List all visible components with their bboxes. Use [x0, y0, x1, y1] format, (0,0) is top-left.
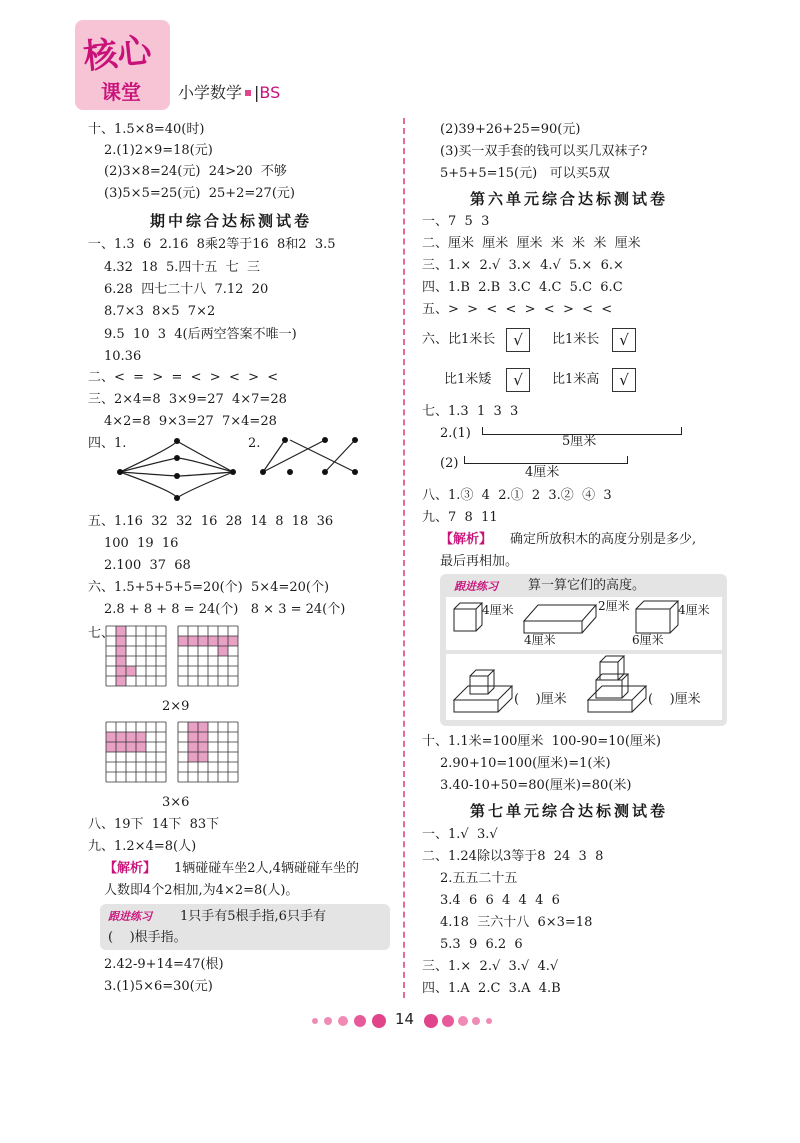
subject-name: 小学数学 [178, 83, 243, 102]
match-dot [352, 437, 358, 443]
practice-text: 算一算它们的高度。 [528, 578, 646, 593]
answer-line: 六、1.5+5+5+5=20(个) 5×4=20(个) [88, 580, 330, 595]
answer-blank: ( )厘米 [648, 692, 701, 707]
footer-dot [338, 1016, 348, 1026]
answer-line: 4.32 18 5.四十五 七 三 [104, 260, 260, 275]
analysis-tag: 【解析】 [104, 861, 157, 876]
match-dot [287, 469, 293, 475]
stacked-blocks-figure [446, 654, 722, 720]
answer-line: 4.18 三六十八 6×3=18 [440, 915, 593, 930]
check-box: √ [612, 368, 636, 392]
analysis-text: 确定所放积木的高度分别是多少, [510, 532, 697, 547]
analysis-tag: 【解析】 [440, 532, 493, 547]
answer-line: 七、1.3 1 3 3 [422, 404, 519, 419]
footer-dot [442, 1015, 454, 1027]
grid-caption: 3×6 [162, 795, 190, 810]
match-dot [322, 437, 328, 443]
answer-line: 2.五五二十五 [440, 871, 518, 886]
footer-dot [472, 1017, 480, 1025]
block-height-label: 4厘米 [678, 603, 710, 617]
answer-line: 3.4 6 6 4 4 4 6 [440, 893, 560, 908]
logo-title: 核心 [81, 30, 154, 78]
practice-tag: 跟进练习 [454, 580, 498, 593]
section-heading: 第七单元综合达标测试卷 [470, 802, 669, 820]
answer-line: (3)5×5=25(元) 25+2=27(元) [104, 186, 295, 201]
block-length-label: 4厘米 [524, 633, 556, 647]
match-dot [282, 437, 288, 443]
grid-figure [176, 624, 246, 690]
answer-line: 9.5 10 3 4(后两空答案不唯一) [104, 327, 297, 342]
segment-label: 5厘米 [562, 434, 597, 449]
answer-line: 3.(1)5×6=30(元) [104, 979, 213, 994]
answer-line: 二、< = > = < > < > < [88, 370, 279, 385]
answer-line: 三、2×4=8 3×9=27 4×7=28 [88, 392, 287, 407]
answer-line: (2)39+26+25=90(元) [440, 122, 581, 137]
answer-line: 十、1.5×8=40(时) [88, 122, 205, 137]
footer-dot [312, 1018, 318, 1024]
matching-diagram [115, 436, 365, 506]
answer-line: 一、7 5 3 [422, 214, 490, 229]
answer-line: 二、1.24除以3等于8 24 3 8 [422, 849, 604, 864]
answer-line: 八、19下 14下 83下 [88, 817, 220, 832]
analysis-text: 人数即4个2相加,为4×2=8(人)。 [104, 883, 299, 898]
logo-subtitle: 课堂 [101, 80, 141, 104]
answer-line: 5+5+5=15(元) 可以买5双 [440, 166, 610, 181]
match-dot [260, 469, 266, 475]
footer-dot [424, 1014, 438, 1028]
logo [75, 20, 170, 110]
answer-line: 比1米高 [552, 372, 600, 387]
check-box: √ [612, 328, 636, 352]
answer-line: 6.28 四七二十八 7.12 20 [104, 282, 269, 297]
grid-caption: 2×9 [162, 699, 190, 714]
block-height-label: 4厘米 [482, 603, 514, 617]
answer-line: 九、1.2×4=8(人) [88, 839, 197, 854]
answer-line: 比1米矮 [444, 372, 492, 387]
answer-line: 四、1.B 2.B 3.C 4.C 5.C 6.C [422, 280, 623, 295]
match-dot [117, 469, 123, 475]
footer-dot [458, 1016, 468, 1026]
column-divider [403, 118, 405, 998]
practice-tag: 跟进练习 [108, 910, 152, 923]
footer-dot [324, 1017, 332, 1025]
check-box: √ [506, 368, 530, 392]
block-height-label: 2厘米 [598, 599, 630, 613]
footer-dot [486, 1018, 492, 1024]
match-dot [174, 455, 180, 461]
answer-line: 4×2=8 9×3=27 7×4=28 [104, 414, 277, 429]
match-dot [322, 469, 328, 475]
answer-line: 比1米长 [552, 332, 600, 347]
segment-label: 4厘米 [525, 465, 560, 480]
answer-line: 六、比1米长 [422, 332, 496, 347]
answer-line: 四、1. [88, 436, 127, 451]
answer-line: 2.8 + 8 + 8 = 24(个) 8 × 3 = 24(个) [104, 602, 346, 617]
answer-line: 2.42-9+14=47(根) [104, 957, 224, 972]
answer-line: 七、 [88, 626, 115, 641]
block-length-label: 6厘米 [632, 633, 664, 647]
answer-line: 2.100 37 68 [104, 558, 191, 573]
answer-line: 3.40-10+50=80(厘米)=80(米) [440, 778, 632, 793]
analysis-text: 最后再相加。 [440, 554, 519, 569]
answer-line: 2.(1)2×9=18(元) [104, 143, 213, 158]
grid-figure [176, 720, 246, 786]
section-heading: 期中综合达标测试卷 [150, 212, 313, 230]
answer-line: 八、1.③ 4 2.① 2 3.② ④ 3 [422, 488, 612, 503]
footer-dot [354, 1015, 366, 1027]
practice-text: 1只手有5根手指,6只手有 [180, 909, 326, 924]
answer-line: (3)买一双手套的钱可以买几双袜子? [440, 144, 648, 159]
shaded-cells [218, 646, 228, 656]
practice-text: ( )根手指。 [108, 930, 187, 945]
answer-line: 三、1.× 2.√ 3.√ 4.√ [422, 959, 559, 974]
answer-line: 2.90+10=100(厘米)=1(米) [440, 756, 611, 771]
section-heading: 第六单元综合达标测试卷 [470, 190, 669, 208]
shaded-cells [126, 666, 136, 676]
answer-line: (2) [440, 456, 459, 471]
page-number: 14 [395, 1010, 415, 1028]
footer-dot [372, 1014, 386, 1028]
answer-line: 5.3 9 6.2 6 [440, 937, 523, 952]
answer-line: 九、7 8 11 [422, 510, 498, 525]
answer-blank: ( )厘米 [514, 692, 567, 707]
answer-line: 10.36 [104, 349, 142, 364]
answer-line: 二、厘米 厘米 厘米 米 米 米 厘米 [422, 236, 641, 251]
answer-line: 三、1.× 2.√ 3.× 4.√ 5.× 6.× [422, 258, 624, 273]
edition-code: BS [259, 83, 281, 102]
check-box: √ [506, 328, 530, 352]
match-dot [352, 469, 358, 475]
match-dot [174, 473, 180, 479]
answer-line: (2)3×8=24(元) 24>20 不够 [104, 164, 287, 179]
answer-line: 四、1.A 2.C 3.A 4.B [422, 981, 561, 996]
answer-line: 十、1.1米=100厘米 100-90=10(厘米) [422, 734, 661, 749]
answer-line: 一、1.3 6 2.16 8乘2等于16 8和2 3.5 [88, 237, 336, 252]
answer-line: 五、1.16 32 32 16 28 14 8 18 36 [88, 514, 334, 529]
match-dot [174, 438, 180, 444]
grid-figure [104, 720, 174, 786]
answer-line: 五、> > < < > < > < < [422, 302, 613, 317]
match-dot [174, 495, 180, 501]
analysis-text: 1辆碰碰车坐2人,4辆碰碰车坐的 [174, 861, 359, 876]
match-dot [230, 469, 236, 475]
answer-line: 一、1.√ 3.√ [422, 827, 498, 842]
answer-line: 2. [248, 436, 261, 451]
answer-line: 2.(1) [440, 426, 471, 441]
answer-line: 8.7×3 8×5 7×2 [104, 304, 216, 319]
answer-line: 100 19 16 [104, 536, 179, 551]
subject-label: 小学数学 |BS [178, 83, 281, 102]
